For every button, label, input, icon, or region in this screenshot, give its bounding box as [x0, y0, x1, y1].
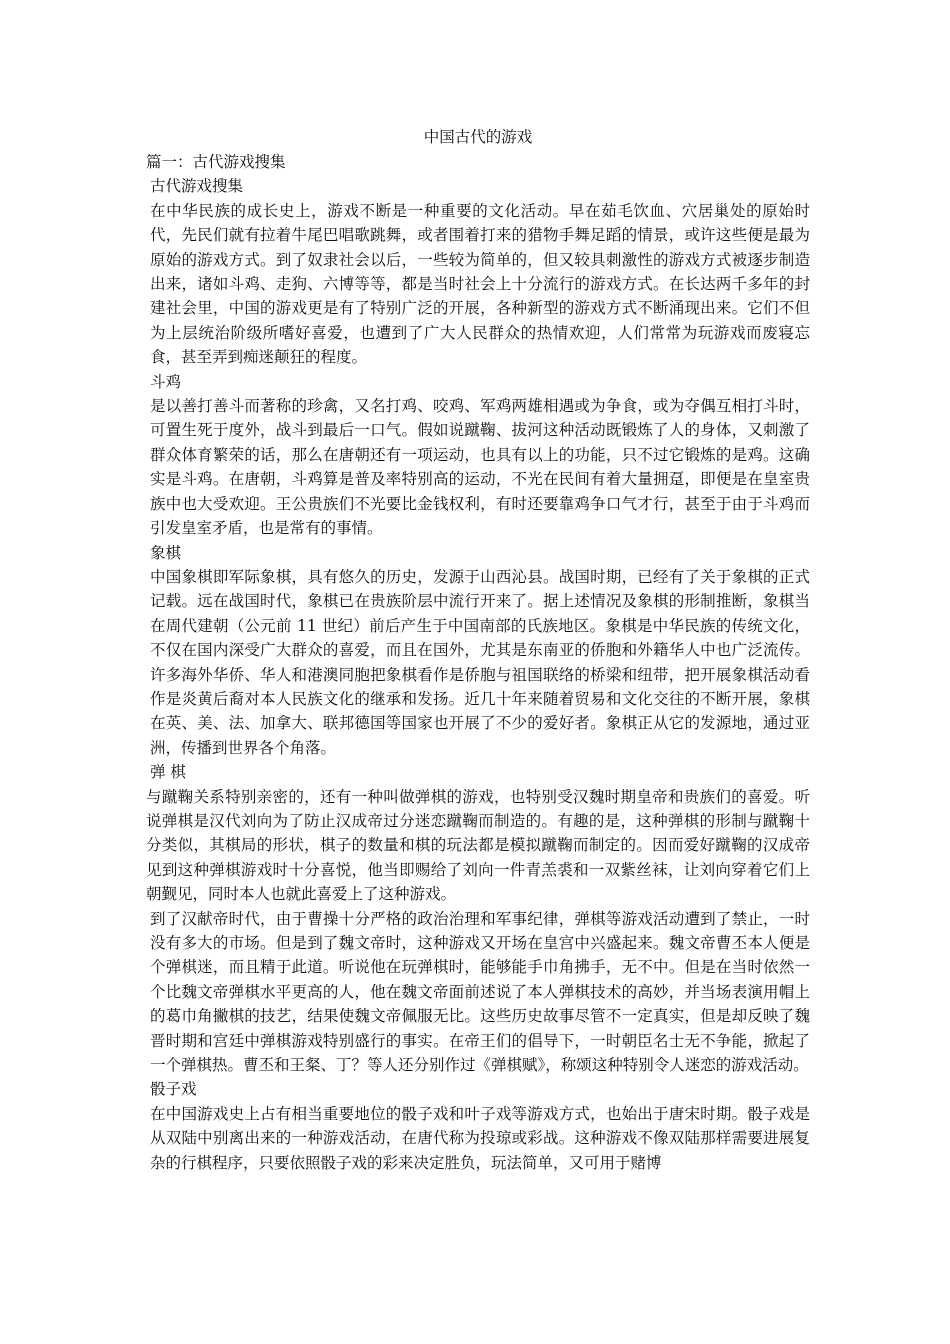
- section-heading-touzi: 骰子戏: [150, 1080, 197, 1099]
- tanqi-paragraph-2: 到了汉献帝时代，由于曹操十分严格的政治治理和军事纪律，弹棋等游戏活动遭到了禁止，一时没有多大的市场。但是到了魏文帝时，这种游戏又开场在皇宫中兴盛起来。魏文帝曹丕本人便是个弹棋迷，而且精于此道。听说他在玩弹棋时，能够能手巾角拂手，无不中。但是在当时依然一个比魏文帝弹棋水平更高的人，他在魏文帝面前述说了本人弹棋技术的高妙，并当场表演用帽上的葛巾角撇棋的技艺，结果使魏文帝佩服无比。这些历史故事尽管不一定真实，但是却反映了魏晋时期和宫廷中弹棋游戏特别盛行的事实。在帝王们的倡导下，一时朝臣名士无不争能，掀起了一个弹棋热。曹丕和王粲、丁？等人还分别作过《弹棋赋》，称颂这种特别令人迷恋的游戏活动。: [150, 909, 810, 1075]
- chapter-heading: 篇一：古代游戏搜集: [146, 153, 286, 171]
- section-heading-xiangqi: 象棋: [150, 543, 182, 562]
- document-title: 中国古代的游戏: [423, 128, 533, 146]
- xiangqi-paragraph: 中国象棋即军际象棋，具有悠久的历史，发源于山西沁县。战国时期，已经有了关于象棋的正式记载。远在战国时代，象棋已在贵族阶层中流行开来了。据上述情况及象棋的形制推断，象棋当在周代建朝（公元前 11 世纪）前后产生于中国南部的氏族地区。象棋是中华民族的传统文化，不仅在国内深受广大群众的喜爱，而且在国外，尤其是东南亚的侨胞和外籍华人中也广泛流传。许多海外华侨、华人和港澳同胞把象棋看作是侨胞与祖国联络的桥梁和纽带，把开展象棋活动看作是炎黄后裔对本人民族文化的继承和发扬。近几十年来随着贸易和文化交往的不断开展，象棋在英、美、法、加拿大、联邦德国等国家也开展了不少的爱好者。象棋正从它的发源地，通过亚洲，传播到世界各个角落。: [150, 567, 810, 757]
- document-body: [146, 124, 810, 1175]
- section-heading-douji: 斗鸡: [150, 372, 182, 391]
- tanqi-paragraph-1: 与蹴鞠关系特别亲密的，还有一种叫做弹棋的游戏，也特别受汉魏时期皇帝和贵族们的喜爱。听说弹棋是汉代刘向为了防止汉成帝过分迷恋蹴鞠而制造的。有趣的是，这种弹棋的形制与蹴鞠十分类似，其棋局的形状，棋子的数量和棋的玩法都是模拟蹴鞠而制定的。因而爱好蹴鞠的汉成帝见到这种弹棋游戏时十分喜悦，他当即赐给了刘向一件青羔裘和一双紫丝袜，让刘向穿着它们上朝觐见，同时本人也就此喜爱上了这种游戏。: [146, 787, 810, 904]
- intro-paragraph: 在中华民族的成长史上，游戏不断是一种重要的文化活动。早在茹毛饮血、穴居巢处的原始时代，先民们就有拉着牛尾巴唱歌跳舞，或者围着打来的猎物手舞足蹈的情景，或许这些便是最为原始的游戏方式。到了奴隶社会以后，一些较为简单的，但又较具刺激性的游戏方式被逐步制造出来，诸如斗鸡、走狗、六博等等，都是当时社会上十分流行的游戏方式。在长达两千多年的封建社会里，中国的游戏更是有了特别广泛的开展，各种新型的游戏方式不断涌现出来。它们不但为上层统治阶级所嗜好喜爱，也遭到了广大人民群众的热情欢迎，人们常常为玩游戏而废寝忘食，甚至弄到痴迷颠狂的程度。: [150, 201, 810, 367]
- douji-paragraph: 是以善打善斗而著称的珍禽，又名打鸡、咬鸡、军鸡两雄相遇或为争食，或为夺偶互相打斗时，可置生死于度外，战斗到最后一口气。假如说蹴鞠、拔河这种活动既锻炼了人的身体，又刺激了群众体育繁荣的话，那么在唐朝还有一项运动，也具有以上的功能，只不过它锻炼的是鸡。这确实是斗鸡。在唐朝，斗鸡算是普及率特别高的运动，不光在民间有着大量拥趸，即便是在皇室贵族中也大受欢迎。王公贵族们不光要比金钱权利，有时还要靠鸡争口气才行，甚至于由于斗鸡而引发皇室矛盾，也是常有的事情。: [150, 397, 810, 538]
- section-subtitle: 古代游戏搜集: [150, 177, 244, 196]
- section-heading-tanqi: 弹 棋: [150, 763, 186, 782]
- touzi-paragraph: 在中国游戏史上占有相当重要地位的骰子戏和叶子戏等游戏方式，也始出于唐宋时期。骰子戏是从双陆中别离出来的一种游戏活动，在唐代称为投琼或彩战。这种游戏不像双陆那样需要进展复杂的行棋程序，只要依照骰子戏的彩来决定胜负，玩法简单，又可用于赌博: [150, 1104, 810, 1172]
